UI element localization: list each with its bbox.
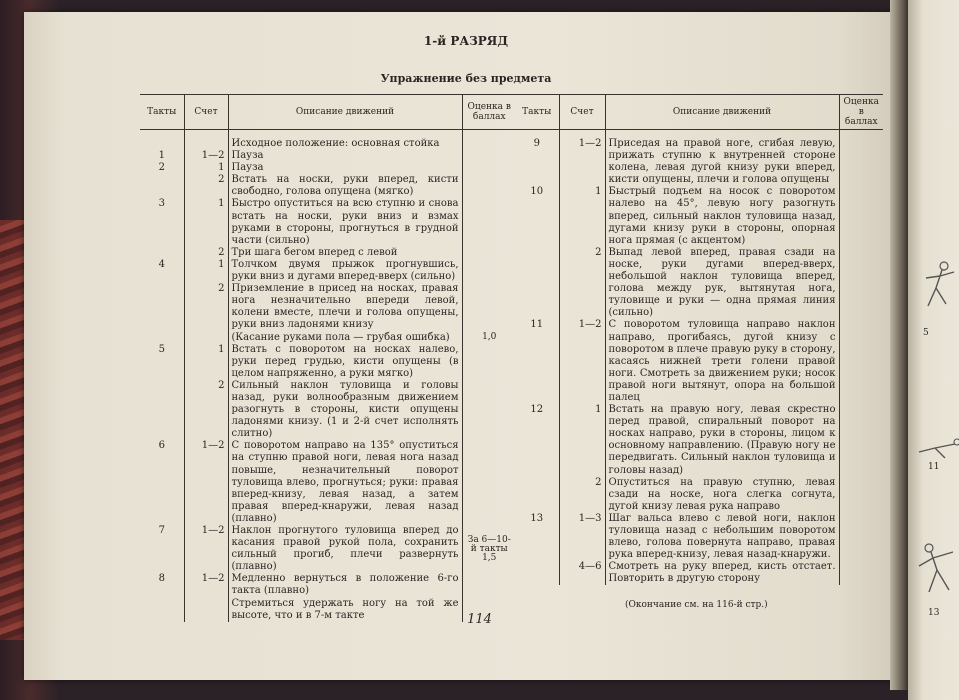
- table-row: [140, 247, 516, 259]
- takt-cell: 11: [530, 319, 544, 331]
- schet-cell: [184, 332, 228, 344]
- schet-cell: 1: [559, 404, 605, 477]
- table-row: [140, 440, 516, 525]
- description-cell: Стремиться удержать ногу на той же высоте, что и в 7-м такте: [228, 598, 462, 622]
- schet-cell: 1—2: [559, 319, 605, 404]
- schet-cell: 2: [184, 247, 228, 259]
- schet-cell: 1: [184, 259, 228, 283]
- takt-cell: 1: [158, 150, 165, 162]
- takt-cell: 9: [533, 138, 540, 149]
- table-row: [140, 283, 516, 331]
- takt-cell: 6: [158, 440, 165, 452]
- description-cell: Смотреть на руку вперед, кисть отстает. Повторить в другую сторону: [605, 561, 839, 585]
- score-cell: [462, 380, 516, 440]
- takt-cell: [140, 283, 184, 331]
- takt-cell: 3: [158, 198, 165, 210]
- column-header-score: Оценка в баллах: [462, 95, 516, 130]
- score-cell: [839, 319, 883, 404]
- schet-cell: 2: [184, 283, 228, 331]
- table-row: [140, 162, 516, 174]
- column-header-score: Оценка в баллах: [839, 95, 883, 130]
- schet-cell: 1: [184, 162, 228, 174]
- takt-cell: [140, 138, 184, 150]
- schet-cell: [184, 138, 228, 150]
- takt-cell: 8: [158, 573, 165, 585]
- score-cell: [839, 513, 883, 561]
- figure-label-13: 13: [928, 608, 940, 618]
- score-cell: [839, 247, 883, 320]
- schet-cell: 1: [184, 198, 228, 246]
- table-row: [515, 561, 883, 585]
- score-cell: [462, 198, 516, 246]
- column-header-takty: Такты: [140, 95, 184, 130]
- table-header-row: [515, 95, 883, 130]
- table-row: [140, 332, 516, 344]
- description-cell: Быстро опуститься на всю ступню и снова встать на носки, руки вниз и взмах руками в стороны, прогнуться в грудной части (сильно): [228, 198, 462, 246]
- score-cell: [462, 344, 516, 380]
- description-cell: Пауза: [228, 150, 462, 162]
- figure-pose-13: [915, 538, 959, 608]
- exercise-table-right: [515, 94, 883, 585]
- schet-cell: 1: [184, 344, 228, 380]
- table-row: [515, 138, 883, 186]
- takt-cell: [140, 247, 184, 259]
- schet-cell: 1: [559, 186, 605, 246]
- description-cell: Толчком двумя прыжок прогнувшись, руки вниз и дугами вперед-вверх (сильно): [228, 259, 462, 283]
- takt-cell: [515, 561, 559, 585]
- schet-cell: 2: [184, 380, 228, 440]
- takt-cell: [515, 477, 559, 513]
- table-row: [515, 404, 883, 477]
- description-cell: Опуститься на правую ступню, левая сзади на носке, нога слегка согнута, дугой книзу левая рука направо: [605, 477, 839, 513]
- column-header-schet: Счет: [184, 95, 228, 130]
- schet-cell: 2: [184, 174, 228, 198]
- table-body-left: [140, 130, 516, 622]
- column-header-takty: Такты: [515, 95, 559, 130]
- takt-cell: [140, 174, 184, 198]
- description-cell: Приземление в присед на носках, правая нога незначительно впереди левой, колени вместе, плечи и голова опущены, руки вниз ладонями книзу: [228, 283, 462, 331]
- table-row: [140, 380, 516, 440]
- score-cell: [462, 573, 516, 597]
- description-cell: Встать с поворотом на носках налево, руки перед грудью, кисти опущены (в целом напряженно, а руки мягко): [228, 344, 462, 380]
- column-header-description: Описание движений: [605, 95, 839, 130]
- schet-cell: 1—2: [184, 440, 228, 525]
- table-row: [515, 247, 883, 320]
- score-cell: [462, 138, 516, 150]
- figure-label-11: 11: [928, 462, 940, 472]
- takt-cell: 7: [158, 525, 165, 536]
- description-cell: Медленно вернуться в положение 6-го такта (плавно): [228, 573, 462, 597]
- description-cell: Наклон прогнутого туловища вперед до касания правой рукой пола, сохранить сильный прогиб, плечи развернуть (плавно): [228, 525, 462, 573]
- description-cell: С поворотом туловища направо наклон направо, прогибаясь, дугой книзу с поворотом в плече правую руку в сторону, касаясь нижней трети голени правой ноги. Смотреть за движением руки; носок правой ноги вытянут, опора на большой палец: [605, 319, 839, 404]
- schet-cell: 1—3: [559, 513, 605, 561]
- description-cell: Встать на правую ногу, левая скрестно перед правой, спиральный поворот на носках направо, руки в стороны, лицом к основному направлению. (Правую ногу не передвигать. Сильный наклон туловища и головы назад): [605, 404, 839, 477]
- score-cell: [462, 259, 516, 283]
- table-row: [140, 573, 516, 597]
- column-header-schet: Счет: [559, 95, 605, 130]
- takt-cell: 12: [530, 404, 544, 416]
- continuation-footnote: (Окончание см. на 116-й стр.): [625, 600, 768, 610]
- exercise-table-left: [140, 94, 516, 622]
- figure-label-5: 5: [923, 328, 929, 338]
- schet-cell: 4—6: [559, 561, 605, 585]
- score-cell: [462, 150, 516, 162]
- score-cell: [839, 186, 883, 246]
- takt-cell: [140, 380, 184, 440]
- schet-cell: 1—2: [184, 525, 228, 573]
- description-cell: Три шага бегом вперед с левой: [228, 247, 462, 259]
- score-cell: [462, 174, 516, 198]
- takt-cell: 10: [530, 186, 544, 198]
- table-row: [140, 150, 516, 162]
- description-cell: Исходное положение: основная стойка: [228, 138, 462, 150]
- table-row: [140, 198, 516, 246]
- section-rank-heading: 1-й РАЗРЯД: [423, 34, 509, 48]
- table-body-right: [515, 130, 883, 586]
- gymnast-figure-icon: [915, 538, 959, 608]
- table-row: [140, 525, 516, 573]
- schet-cell: 1—2: [184, 150, 228, 162]
- column-header-description: Описание движений: [228, 95, 462, 130]
- book-gutter: [890, 0, 910, 690]
- score-cell: [839, 477, 883, 513]
- page-number: 114: [467, 612, 492, 627]
- score-cell: [462, 283, 516, 331]
- table-row: [140, 174, 516, 198]
- schet-cell: 2: [559, 477, 605, 513]
- table-row: [140, 259, 516, 283]
- schet-cell: 1—2: [559, 138, 605, 186]
- takt-cell: [515, 247, 559, 320]
- table-row: [515, 186, 883, 246]
- table-row: [515, 513, 883, 561]
- description-cell: Сильный наклон туловища и головы назад, руки волнообразным движением разогнуть в стороны, кисти опущены ладонями книзу. (1 и 2-й счет исполнять слитно): [228, 380, 462, 440]
- description-cell: Встать на носки, руки вперед, кисти свободно, голова опущена (мягко): [228, 174, 462, 198]
- score-cell: За 6—10-й такты 1,5: [462, 525, 516, 573]
- score-cell: [462, 247, 516, 259]
- table-row: [515, 477, 883, 513]
- takt-cell: 13: [530, 512, 544, 524]
- schet-cell: 1—2: [184, 573, 228, 597]
- score-cell: [839, 561, 883, 585]
- description-cell: (Касание руками пола — грубая ошибка): [228, 332, 462, 344]
- exercise-subtitle: Упражнение без предмета: [380, 72, 552, 85]
- table-row: [140, 138, 516, 150]
- takt-cell: 2: [158, 162, 165, 174]
- description-cell: Шаг вальса влево с левой ноги, наклон туловища назад с небольшим поворотом влево, голова повернута направо, правая рука вперед-книзу, левая назад-кнаружи.: [605, 513, 839, 561]
- schet-cell: 2: [559, 247, 605, 320]
- gymnast-figure-icon: [918, 258, 958, 328]
- description-cell: Быстрый подъем на носок с поворотом налево на 45°, левую ногу разогнуть вперед, сильный наклон туловища назад, дугами книзу руки в стороны, опорная нога прямая (с акцентом): [605, 186, 839, 246]
- score-cell: [839, 138, 883, 186]
- figure-pose-5: [918, 258, 958, 328]
- description-cell: Выпад левой вперед, правая сзади на носке, руки дугами вперед-вверх, небольшой наклон туловища вперед, голова между рук, вытянутая нога, туловище и руки — одна прямая линия (сильно): [605, 247, 839, 320]
- takt-cell: [140, 332, 184, 344]
- takt-cell: 4: [158, 258, 165, 270]
- description-cell: Пауза: [228, 162, 462, 174]
- description-cell: С поворотом направо на 135° опуститься на ступню правой ноги, левая нога назад повыше, незначительный поворот туловища влево, прогнуться; руки: правая вперед-книзу, левая назад, а затем правая вперед-кнаружи, левая назад (плавно): [228, 440, 462, 525]
- takt-cell: 5: [158, 343, 165, 355]
- score-cell: [462, 440, 516, 525]
- score-cell: 1,0: [462, 332, 516, 344]
- table-header-row: [140, 95, 516, 130]
- score-cell: [839, 404, 883, 477]
- description-cell: Приседая на правой ноге, сгибая левую, прижать ступню к внутренней стороне колена, левая дугой книзу руки вперед, кисти опущены, плечи и голова опущены: [605, 138, 839, 186]
- score-cell: [462, 162, 516, 174]
- table-row: [515, 319, 883, 404]
- table-row: [140, 344, 516, 380]
